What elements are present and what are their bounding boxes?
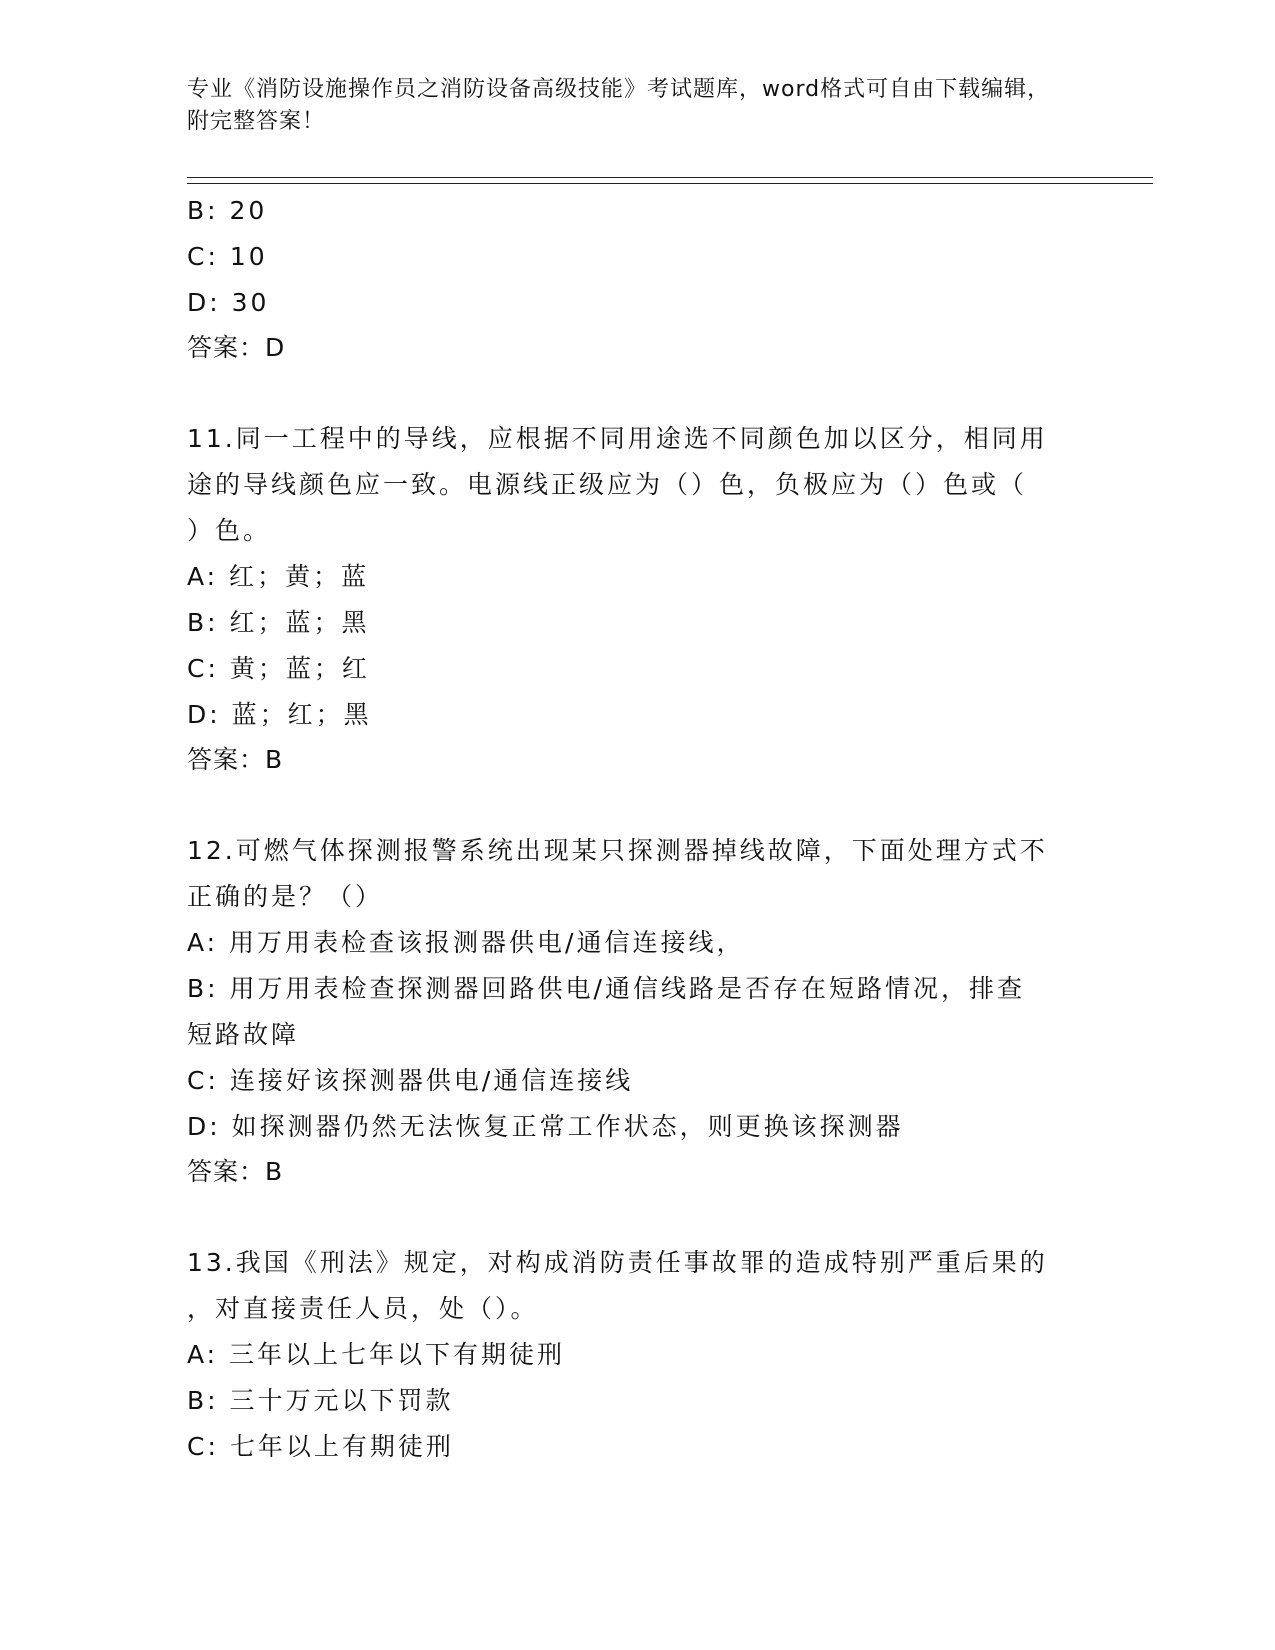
question-13 [187,1240,1087,1470]
question-stem-line: 12.可燃气体探测报警系统出现某只探测器掉线故障，下面处理方式不 [187,836,1048,865]
question-stem-line: 正确的是？（） [187,882,384,911]
option-c: C: 黄；蓝；红 [187,654,370,683]
question-stem-line: ，对直接责任人员，处（）。 [187,1294,539,1323]
answer-line: 答案：D [187,333,286,362]
question-11 [187,416,1087,782]
option-c: C: 七年以上有期徒刑 [187,1432,454,1461]
option-d: D: 如探测器仍然无法恢复正常工作状态，则更换该探测器 [187,1112,904,1141]
answer-line: 答案：B [187,1157,284,1186]
answer-line: 答案：B [187,745,284,774]
question-10-tail [187,188,1087,370]
question-list [187,188,1087,1470]
question-12 [187,828,1087,1194]
option-b: B: 红；蓝；黑 [187,608,370,637]
header-rule-bottom [187,183,1153,184]
header-rule-top [187,177,1153,178]
question-stem-line: 13.我国《刑法》规定，对构成消防责任事故罪的造成特别严重后果的 [187,1248,1048,1277]
option-b-continuation: 短路故障 [187,1020,300,1049]
spacer [187,370,1087,416]
option-d: D: 30 [187,288,270,317]
option-a: A: 红；黄；蓝 [187,562,370,591]
option-b: B: 用万用表检查探测器回路供电/通信线路是否存在短路情况，排查 [187,974,1025,1003]
question-stem-line: 11.同一工程中的导线，应根据不同用途选不同颜色加以区分，相同用 [187,424,1048,453]
option-c: C: 10 [187,242,268,271]
option-b: B: 20 [187,196,268,225]
question-stem-line: ）色。 [187,516,272,545]
spacer [187,1194,1087,1240]
option-a: A: 三年以上七年以下有期徒刑 [187,1340,566,1369]
option-c: C: 连接好该探测器供电/通信连接线 [187,1066,634,1095]
spacer [187,782,1087,828]
document-header: 专业《消防设施操作员之消防设备高级技能》考试题库，word格式可自由下载编辑，附完整答案！ [187,77,1051,134]
option-d: D: 蓝；红；黑 [187,700,372,729]
question-stem-line: 途的导线颜色应一致。电源线正级应为（）色，负极应为（）色或（ [187,470,1028,499]
option-b: B: 三十万元以下罚款 [187,1386,454,1415]
option-a: A: 用万用表检查该报测器供电/通信连接线， [187,928,745,957]
